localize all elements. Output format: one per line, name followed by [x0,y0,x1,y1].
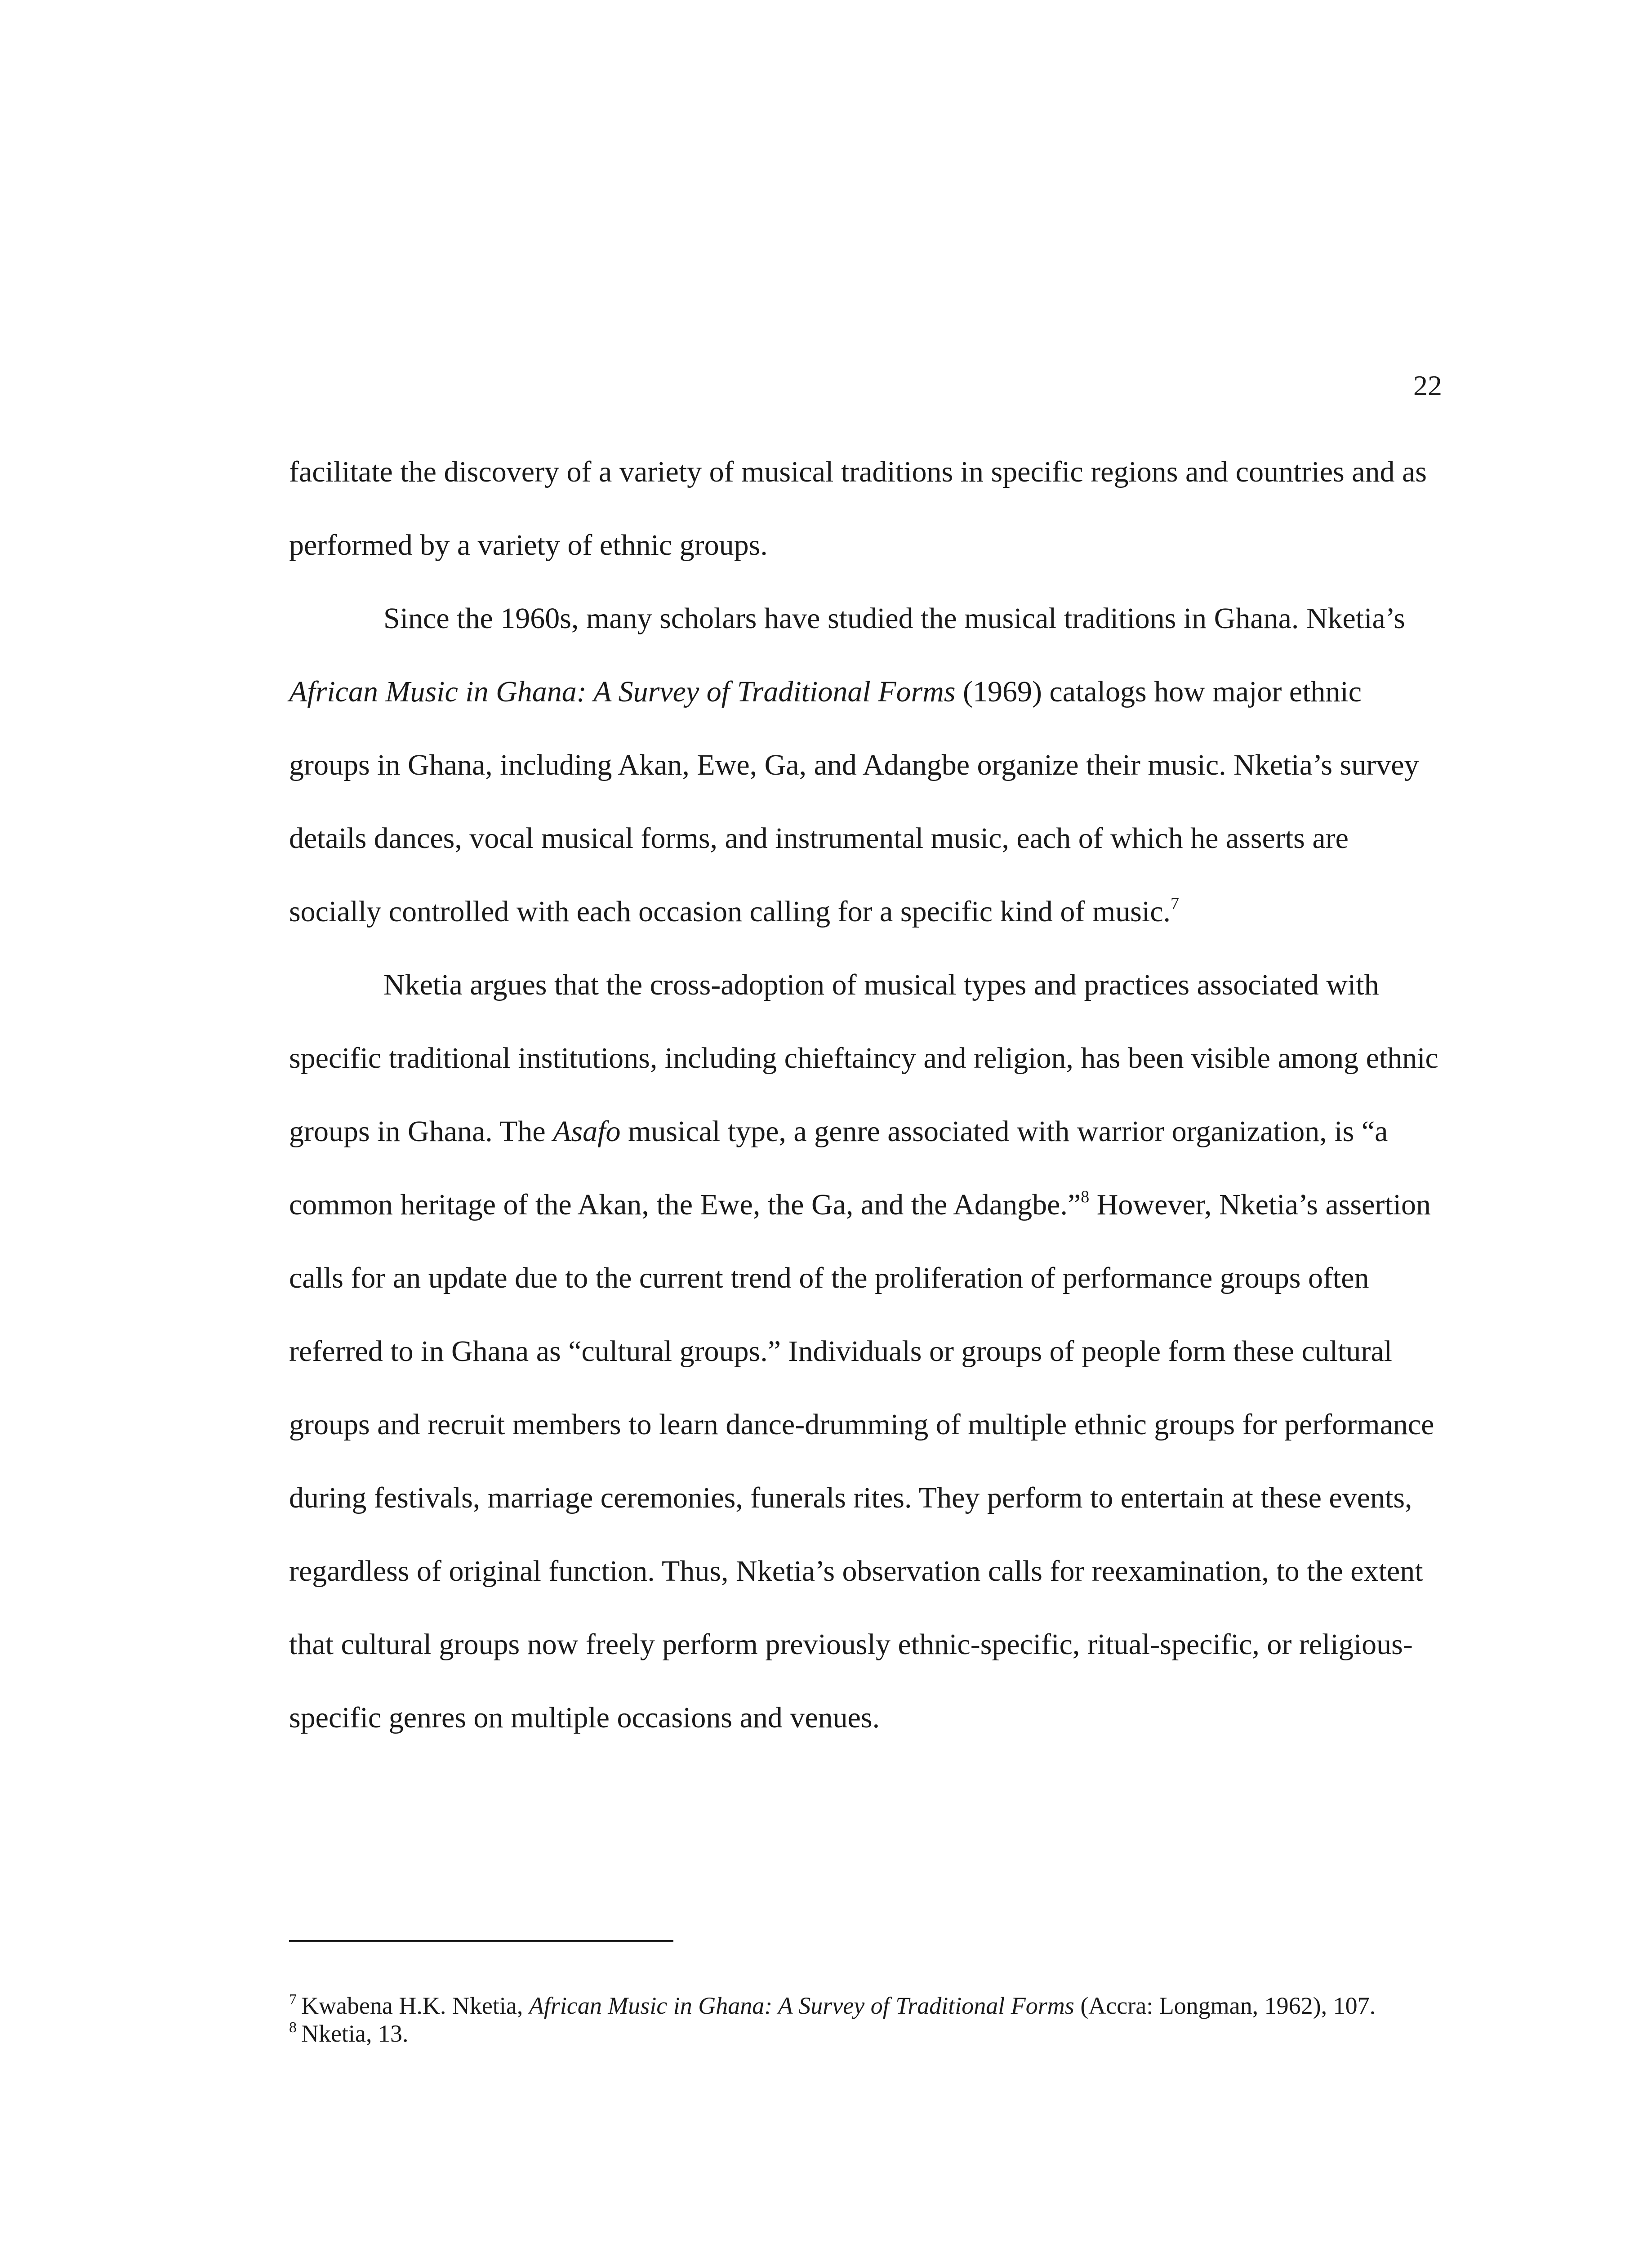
text-run: Nketia, 13. [301,2020,409,2047]
text-run: Nketia argues that the cross-adoption of musical types and practices associated with specific traditional institutions, including chieftaincy and religion, has been visible among ethnic groups in Ghana. The [289,968,1438,1148]
footnote-marker: 7 [289,1991,297,2008]
paragraph [289,948,1440,1754]
page-number: 22 [1413,370,1442,401]
footnote [289,2020,1440,2047]
text-run: (1969) catalogs how major ethnic groups in Ghana, including Akan, Ewe, Ga, and Adangbe organize their music. Nketia’s survey details dances, vocal musical forms, and instrumental music, each of which he asserts are socially controlled with each occasion calling for a specific kind of music. [289,675,1419,928]
italic-title: African Music in Ghana: A Survey of Traditional Forms [529,1992,1074,2019]
footnote-reference: 8 [1081,1187,1090,1206]
italic-title: Asafo [553,1115,621,1148]
footnote [289,1992,1440,2020]
text-run: musical type, a genre associated with warrior organization, is “a common heritage of the Akan, the Ewe, the Ga, and the Adangbe.” [289,1115,1388,1221]
text-run: Since the 1960s, many scholars have studied the musical traditions in Ghana. Nketia’s [383,602,1405,635]
footnote-reference: 7 [1171,894,1180,913]
footnotes [289,1992,1440,2047]
text-run: facilitate the discovery of a variety of musical traditions in specific regions and countries and as performed by a variety of ethnic groups. [289,455,1427,562]
italic-title: African Music in Ghana: A Survey of Traditional Forms [289,675,956,708]
paragraph [289,582,1440,948]
body-text [289,435,1440,1754]
footnote-separator [289,1940,673,1942]
text-run: Kwabena H.K. Nketia, [301,1992,529,2019]
text-run: (Accra: Longman, 1962), 107. [1074,1992,1376,2019]
footnote-marker: 8 [289,2019,297,2036]
text-run: However, Nketia’s assertion calls for an update due to the current trend of the proliferation of performance groups often referred to in Ghana as “cultural groups.” Individuals or groups of people form these cultural groups and recruit members to learn dance-drumming of multiple ethnic groups for performance during festivals, marriage ceremonies, funerals rites. They perform to entertain at these events, regardless of original function. Thus, Nketia’s observation calls for reexamination, to the extent that cultural groups now freely perform previously ethnic-specific, ritual-specific, or religious-specific genres on multiple occasions and venues. [289,1188,1434,1734]
paragraph [289,435,1440,582]
